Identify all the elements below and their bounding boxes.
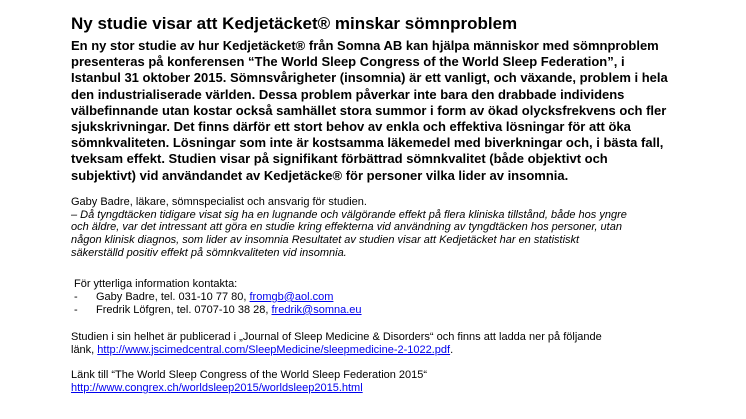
list-dash: - [74,290,78,303]
publication-prefix: länk, [71,343,98,356]
congress-label: Länk till “The World Sleep Congress of the World Sleep Federation 2015“ [71,369,428,382]
contact-text: Fredrik Löfgren, tel. 0707-10 38 28, [96,303,272,316]
publication-suffix: . [450,343,454,356]
quote-line: – Då tyngdtäcken tidigare visat sig ha en lugnande och välgörande effekt på flera kliniska tillstånd, både hos yngre [71,208,627,221]
lead-line: presenteras på konferensen “The World Sleep Congress of the World Sleep Federation”, i [71,54,625,70]
congress-link[interactable]: http://www.congrex.ch/worldsleep2015/worldsleep2015.html [71,382,363,395]
page-title: Ny studie visar att Kedjetäcket® minskar sömnproblem [71,14,518,33]
lead-line: sömnkvaliteten. Lösningar som inte är kostsamma läkemedel med biverkningar och, i bästa fall, [71,135,664,151]
lead-line: Istanbul 31 oktober 2015. Sömnsvårigheter (insomnia) är ett vanligt, och växande, problem i hela [71,70,668,86]
author-block [71,196,711,260]
contact-heading: För ytterliga information kontakta: [74,277,238,290]
quote [71,209,711,260]
contact-text: Gaby Badre, tel. 031-10 77 80, [96,290,250,303]
publication-block [71,331,711,357]
lead-line: sjukskrivningar. Det finns därför ett stort behov av enkla och effektiva lösningar för att öka [71,119,631,135]
lead-line: den industrialiserade världen. Dessa problem påverkar inte bara den drabbade individens [71,86,625,102]
publication-text: Studien i sin helhet är publicerad i „Journal of Sleep Medicine & Disorders“ och finns att ladda ner på följande [71,330,602,343]
congress-block [71,369,711,395]
list-dash: - [74,303,78,316]
publication-link[interactable]: http://www.jscimedcentral.com/SleepMedicine/sleepmedicine-2-1022.pdf [97,343,451,356]
contact-block [74,278,711,317]
lead-line: välbefinnande utan kostar också samhället stora summor i form av ökad olycksfrekvens och fler [71,102,667,118]
lead-line: subjektivt) vid användandet av Kedjetäcke® för personer vilka lider av insomnia. [71,167,569,183]
lead-line: En ny stor studie av hur Kedjetäcket® från Somna AB kan hjälpa människor med sömnproblem [71,38,659,53]
quote-line: och äldre, var det intressant att göra en studie kring effekterna vid användning av tyngdtäcken hos personer, utan [71,221,622,234]
contact-item [74,291,711,304]
email-link[interactable]: fromgb@aol.com [249,290,334,303]
publication-link-line [71,344,711,357]
quote-line: någon klinisk diagnos, som lider av insomnia Resultatet av studien visar att Kedjetäcket har en statistiskt [71,234,580,247]
author-line: Gaby Badre, läkare, sömnspecialist och ansvarig för studien. [71,195,367,208]
contact-item [74,304,711,317]
lead-paragraph [71,38,711,184]
lead-line: tveksam effekt. Studien visar på signifikant förbättrad sömnkvalitet (både objektivt och [71,151,608,167]
quote-line: säkerställd positiv effekt på sömnkvaliteten vid insomnia. [71,247,347,260]
press-release [71,14,711,395]
email-link[interactable]: fredrik@somna.eu [271,303,362,316]
